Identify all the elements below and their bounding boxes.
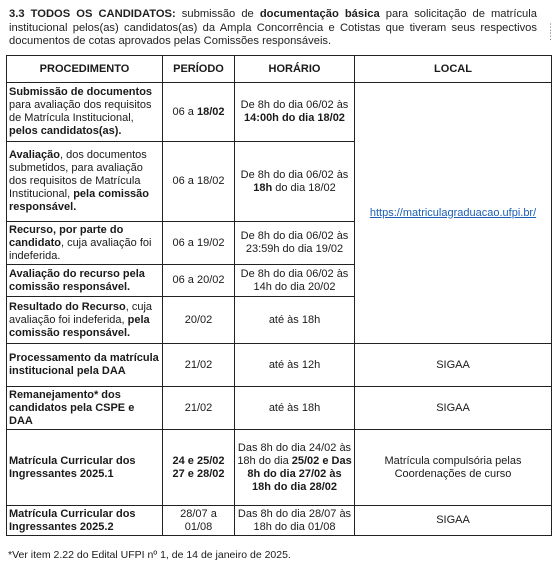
cell-horario [235,430,355,506]
cell-periodo [163,430,235,506]
cell-text-segment: 21/02 [184,358,213,371]
cell-periodo [163,222,235,265]
margin-handle-icon[interactable]: ⋮ ⋮ [546,22,555,41]
cell-local: SIGAA [355,344,552,387]
cell-text-segment: 18/02 [196,105,225,118]
cell-text-segment: Remanejamento* dos candidatos pela CSPE e DAA [9,388,135,427]
cell-horario [235,265,355,297]
cell-text-segment: Das 8h do dia 28/07 às 18h do dia 01/08 [237,507,352,533]
cell-text-segment: para avaliação dos requisitos de Matrícula Institucional, [9,99,152,124]
cell-local: Matrícula compulsória pelas Coordenações de curso [355,430,552,506]
cell-text-segment: Avaliação do recurso pela comissão responsável. [9,267,145,293]
cell-text-segment: De 8h do dia 06/02 às [240,99,349,111]
cell-periodo [163,83,235,142]
cell-procedimento [7,142,163,222]
cell-periodo [163,142,235,222]
cell-horario [235,142,355,222]
cell-text-segment: 06 a 18/02 [172,175,225,187]
cell-text-segment: pela comissão responsável. [9,313,150,339]
cell-text-segment: pelos candidatos(as). [9,125,122,137]
table-row [7,387,552,430]
cell-text-segment: 20/02 [184,313,213,326]
cell-text-segment: Matrícula Curricular dos Ingressantes 2025.2 [9,507,136,533]
cell-procedimento [7,344,163,387]
cell-text-segment: Avaliação [9,149,60,161]
cell-periodo [163,387,235,430]
intro-bold-1: documentação básica [259,8,380,20]
intro-paragraph [9,8,537,49]
header-procedimento: PROCEDIMENTO [7,56,163,83]
cell-text-segment: , cuja avaliação foi indeferida. [9,236,152,262]
cell-horario [235,506,355,536]
table-row [7,430,552,506]
cell-text-segment: 06 a 19/02 [172,236,225,249]
cell-text-segment: 14:00h do dia 18/02 [244,112,345,124]
cell-procedimento [7,265,163,297]
cell-text-segment: 24 e 25/02 27 e 28/02 [172,454,225,480]
cell-text-segment: 18h [253,181,273,194]
cell-periodo [163,297,235,344]
cell-horario [235,387,355,430]
cell-text-segment: Submissão de documentos [9,86,153,98]
header-periodo: PERÍODO [163,56,235,83]
cell-horario [235,297,355,344]
cell-text-segment: De 8h do dia 06/02 às [240,168,349,181]
intro-text-2: para solicitação de matrícula institucional pelos(as) candidatos(as) da Ampla Concorrência e Cotistas que tiveram seus respectivos documentos de cotas aprovados pelas Comissões responsáveis. [9,8,537,48]
cell-text-segment: Recurso, por parte do candidato [9,223,124,249]
cell-local: SIGAA [355,506,552,536]
header-horario: HORÁRIO [235,56,355,83]
cell-procedimento [7,297,163,344]
cell-procedimento [7,430,163,506]
cell-text-segment: De 8h do dia 06/02 às 23:59h do dia 19/02 [240,230,349,255]
cell-horario [235,344,355,387]
cell-procedimento [7,506,163,536]
cell-procedimento [7,387,163,430]
cell-text-segment: , cuja avaliação foi indeferida, [9,300,153,326]
cell-text-segment: Resultado do Recurso [9,300,126,313]
footnote: *Ver item 2.22 do Edital UFPI nº 1, de 14 de janeiro de 2025. [8,549,291,561]
cell-text-segment: Das 8h do dia 24/02 às 18h do dia [237,441,352,467]
cell-text-segment: até às 18h [268,401,321,414]
header-local: LOCAL [355,56,552,83]
cell-text-segment: do dia 18/02 [272,181,336,194]
cell-horario [235,83,355,142]
cell-local-link[interactable] [355,83,552,344]
cell-periodo [163,344,235,387]
cell-horario [235,222,355,265]
cell-text-segment: 25/02 e Das 8h do dia 27/02 às 18h do dia 28/02 [247,454,352,493]
cell-periodo [163,506,235,536]
cell-text-segment: , dos documentos submetidos, para avaliação dos requisitos de Matrícula Institucional, [9,149,147,200]
cell-procedimento [7,222,163,265]
cell-text-segment: 06 a [172,105,197,118]
cell-text-segment: De 8h do dia 06/02 às 14h do dia 20/02 [240,267,349,293]
cell-procedimento [7,83,163,142]
table-header-row [7,56,552,83]
table-row [7,506,552,536]
schedule-table [6,55,552,536]
cell-text-segment: 21/02 [184,401,213,414]
cell-text-segment: Matrícula Curricular dos Ingressantes 2025.1 [9,454,136,480]
table-row [7,344,552,387]
cell-text-segment: até às 18h [268,313,321,326]
cell-text-segment: até às 12h [268,358,321,371]
matricula-link[interactable]: https://matriculagraduacao.ufpi.br/ [369,206,537,219]
cell-text-segment: 28/07 a 01/08 [180,507,217,533]
cell-text-segment: 06 a 20/02 [172,274,225,286]
cell-periodo [163,265,235,297]
cell-text-segment: pela comissão responsável. [9,188,150,213]
cell-text-segment: Processamento da matrícula institucional pela DAA [9,352,159,377]
intro-text-1: submissão de [175,8,260,20]
section-heading: 3.3 TODOS OS CANDIDATOS: [9,8,176,20]
cell-local: SIGAA [355,387,552,430]
table-row [7,83,552,142]
